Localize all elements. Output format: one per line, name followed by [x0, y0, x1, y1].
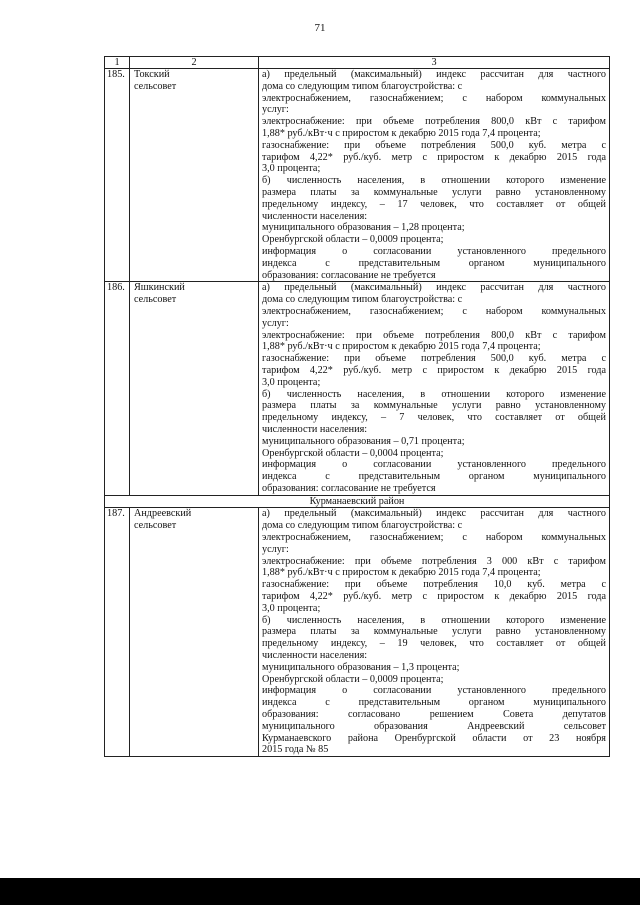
district-row	[105, 495, 610, 508]
description-line: образования: согласование не требуется	[262, 269, 436, 281]
description-line: дома со следующим типом благоустройства: с	[262, 520, 463, 532]
description-line: индекса с представительным органом муниципального	[262, 257, 606, 269]
settlement-name	[130, 282, 259, 495]
settlement-name-line: Андреевский	[134, 508, 192, 520]
settlement-name-line: сельсовет	[134, 294, 177, 306]
description-line: муниципального образования Андреевский сельсовет	[262, 720, 606, 732]
table-header-row	[105, 57, 610, 69]
description-line: Оренбургской области – 0,0004 процента;	[262, 447, 444, 459]
description-line: б) численность населения, в отношении которого изменение	[262, 614, 606, 626]
table-row	[105, 508, 610, 757]
indices-table	[104, 56, 610, 757]
page-number: 71	[314, 22, 326, 34]
description-line: услуг:	[262, 104, 289, 116]
description-line: а) предельный (максимальный) индекс рассчитан для частного	[262, 508, 606, 520]
description-line: газоснабжение: при объеме потребления 10,0 куб. метра с	[262, 579, 606, 591]
description-line: Оренбургской области – 0,0009 процента;	[262, 234, 444, 246]
header-cell-3: 3	[259, 57, 610, 69]
description-line: электроснабжением, газоснабжением; с набором коммунальных	[262, 532, 606, 544]
description-line: численности населения:	[262, 423, 368, 435]
description-line: услуг:	[262, 317, 289, 329]
row-number: 186.	[105, 282, 130, 495]
description-line: 3,0 процента;	[262, 376, 321, 388]
description-line: 1,88* руб./кВт·ч с приростом к декабрю 2015 года 7,4 процента;	[262, 567, 541, 579]
description-line: 2015 года № 85	[262, 744, 329, 756]
index-description	[259, 508, 610, 757]
index-description	[259, 282, 610, 495]
description-line: муниципального образования – 1,3 процента;	[262, 661, 460, 673]
description-line: 1,88* руб./кВт·ч с приростом к декабрю 2015 года 7,4 процента;	[262, 127, 541, 139]
description-line: электроснабжение: при объеме потребления 3 000 кВт с тарифом	[262, 555, 606, 567]
description-line: индекса с представительным органом муниципального	[262, 697, 606, 709]
description-line: предельному индексу, – 17 человек, что составляет от общей	[262, 198, 606, 210]
scan-bottom-border	[0, 878, 640, 905]
description-line: а) предельный (максимальный) индекс рассчитан для частного	[262, 69, 606, 80]
table-row	[105, 282, 610, 495]
settlement-name-line: сельсовет	[134, 520, 177, 532]
description-line: б) численность населения, в отношении которого изменение	[262, 175, 606, 187]
description-line: 1,88* руб./кВт·ч с приростом к декабрю 2015 года 7,4 процента;	[262, 341, 541, 353]
table-row	[105, 69, 610, 282]
description-line: газоснабжение: при объеме потребления 500,0 куб. метра с	[262, 139, 606, 151]
description-line: газоснабжение: при объеме потребления 500,0 куб. метра с	[262, 353, 606, 365]
description-line: Курманаевского района Оренбургской области от 23 ноября	[262, 732, 606, 744]
row-number: 187.	[105, 508, 130, 757]
description-line: индекса с представительным органом муниципального	[262, 471, 606, 483]
description-line: дома со следующим типом благоустройства: с	[262, 294, 463, 306]
description-line: тарифом 4,22* руб./куб. метр с приростом к декабрю 2015 года	[262, 591, 606, 603]
header-cell-1: 1	[105, 57, 130, 69]
header-cell-2: 2	[130, 57, 259, 69]
description-line: 3,0 процента;	[262, 163, 321, 175]
description-line: электроснабжение: при объеме потребления 800,0 кВт с тарифом	[262, 329, 606, 341]
description-line: муниципального образования – 0,71 процента;	[262, 435, 465, 447]
description-line: информация о согласовании установленного предельного	[262, 685, 606, 697]
description-line: численности населения:	[262, 210, 368, 222]
row-number: 185.	[105, 69, 130, 282]
description-line: образования: согласовано решением Совета депутатов	[262, 709, 606, 721]
description-line: Оренбургской области – 0,0009 процента;	[262, 673, 444, 685]
description-line: информация о согласовании установленного предельного	[262, 459, 606, 471]
description-line: тарифом 4,22* руб./куб. метр с приростом к декабрю 2015 года	[262, 364, 606, 376]
settlement-name	[130, 508, 259, 757]
description-line: дома со следующим типом благоустройства: с	[262, 80, 463, 92]
description-line: предельному индексу, – 19 человек, что составляет от общей	[262, 638, 606, 650]
settlement-name-line: Яшкинский	[134, 282, 185, 294]
description-line: предельному индексу, – 7 человек, что составляет от общей	[262, 412, 606, 424]
description-line: электроснабжением, газоснабжением; с набором коммунальных	[262, 305, 606, 317]
description-line: численности населения:	[262, 650, 368, 662]
description-line: образования: согласование не требуется	[262, 482, 436, 494]
description-line: услуг:	[262, 543, 289, 555]
description-line: а) предельный (максимальный) индекс рассчитан для частного	[262, 282, 606, 294]
description-line: информация о согласовании установленного предельного	[262, 245, 606, 257]
settlement-name-line: Токский	[134, 69, 170, 80]
description-line: размера платы за коммунальные услуги равно установленному	[262, 186, 606, 198]
description-line: размера платы за коммунальные услуги равно установленному	[262, 400, 606, 412]
description-line: муниципального образования – 1,28 процента;	[262, 222, 465, 234]
settlement-name-line: сельсовет	[134, 80, 177, 92]
description-line: б) численность населения, в отношении которого изменение	[262, 388, 606, 400]
description-line: 3,0 процента;	[262, 602, 321, 614]
settlement-name	[130, 69, 259, 282]
district-name: Курманаевский район	[105, 495, 610, 508]
description-line: электроснабжение: при объеме потребления 800,0 кВт с тарифом	[262, 116, 606, 128]
description-line: электроснабжением, газоснабжением; с набором коммунальных	[262, 92, 606, 104]
index-description	[259, 69, 610, 282]
description-line: тарифом 4,22* руб./куб. метр с приростом к декабрю 2015 года	[262, 151, 606, 163]
description-line: размера платы за коммунальные услуги равно установленному	[262, 626, 606, 638]
